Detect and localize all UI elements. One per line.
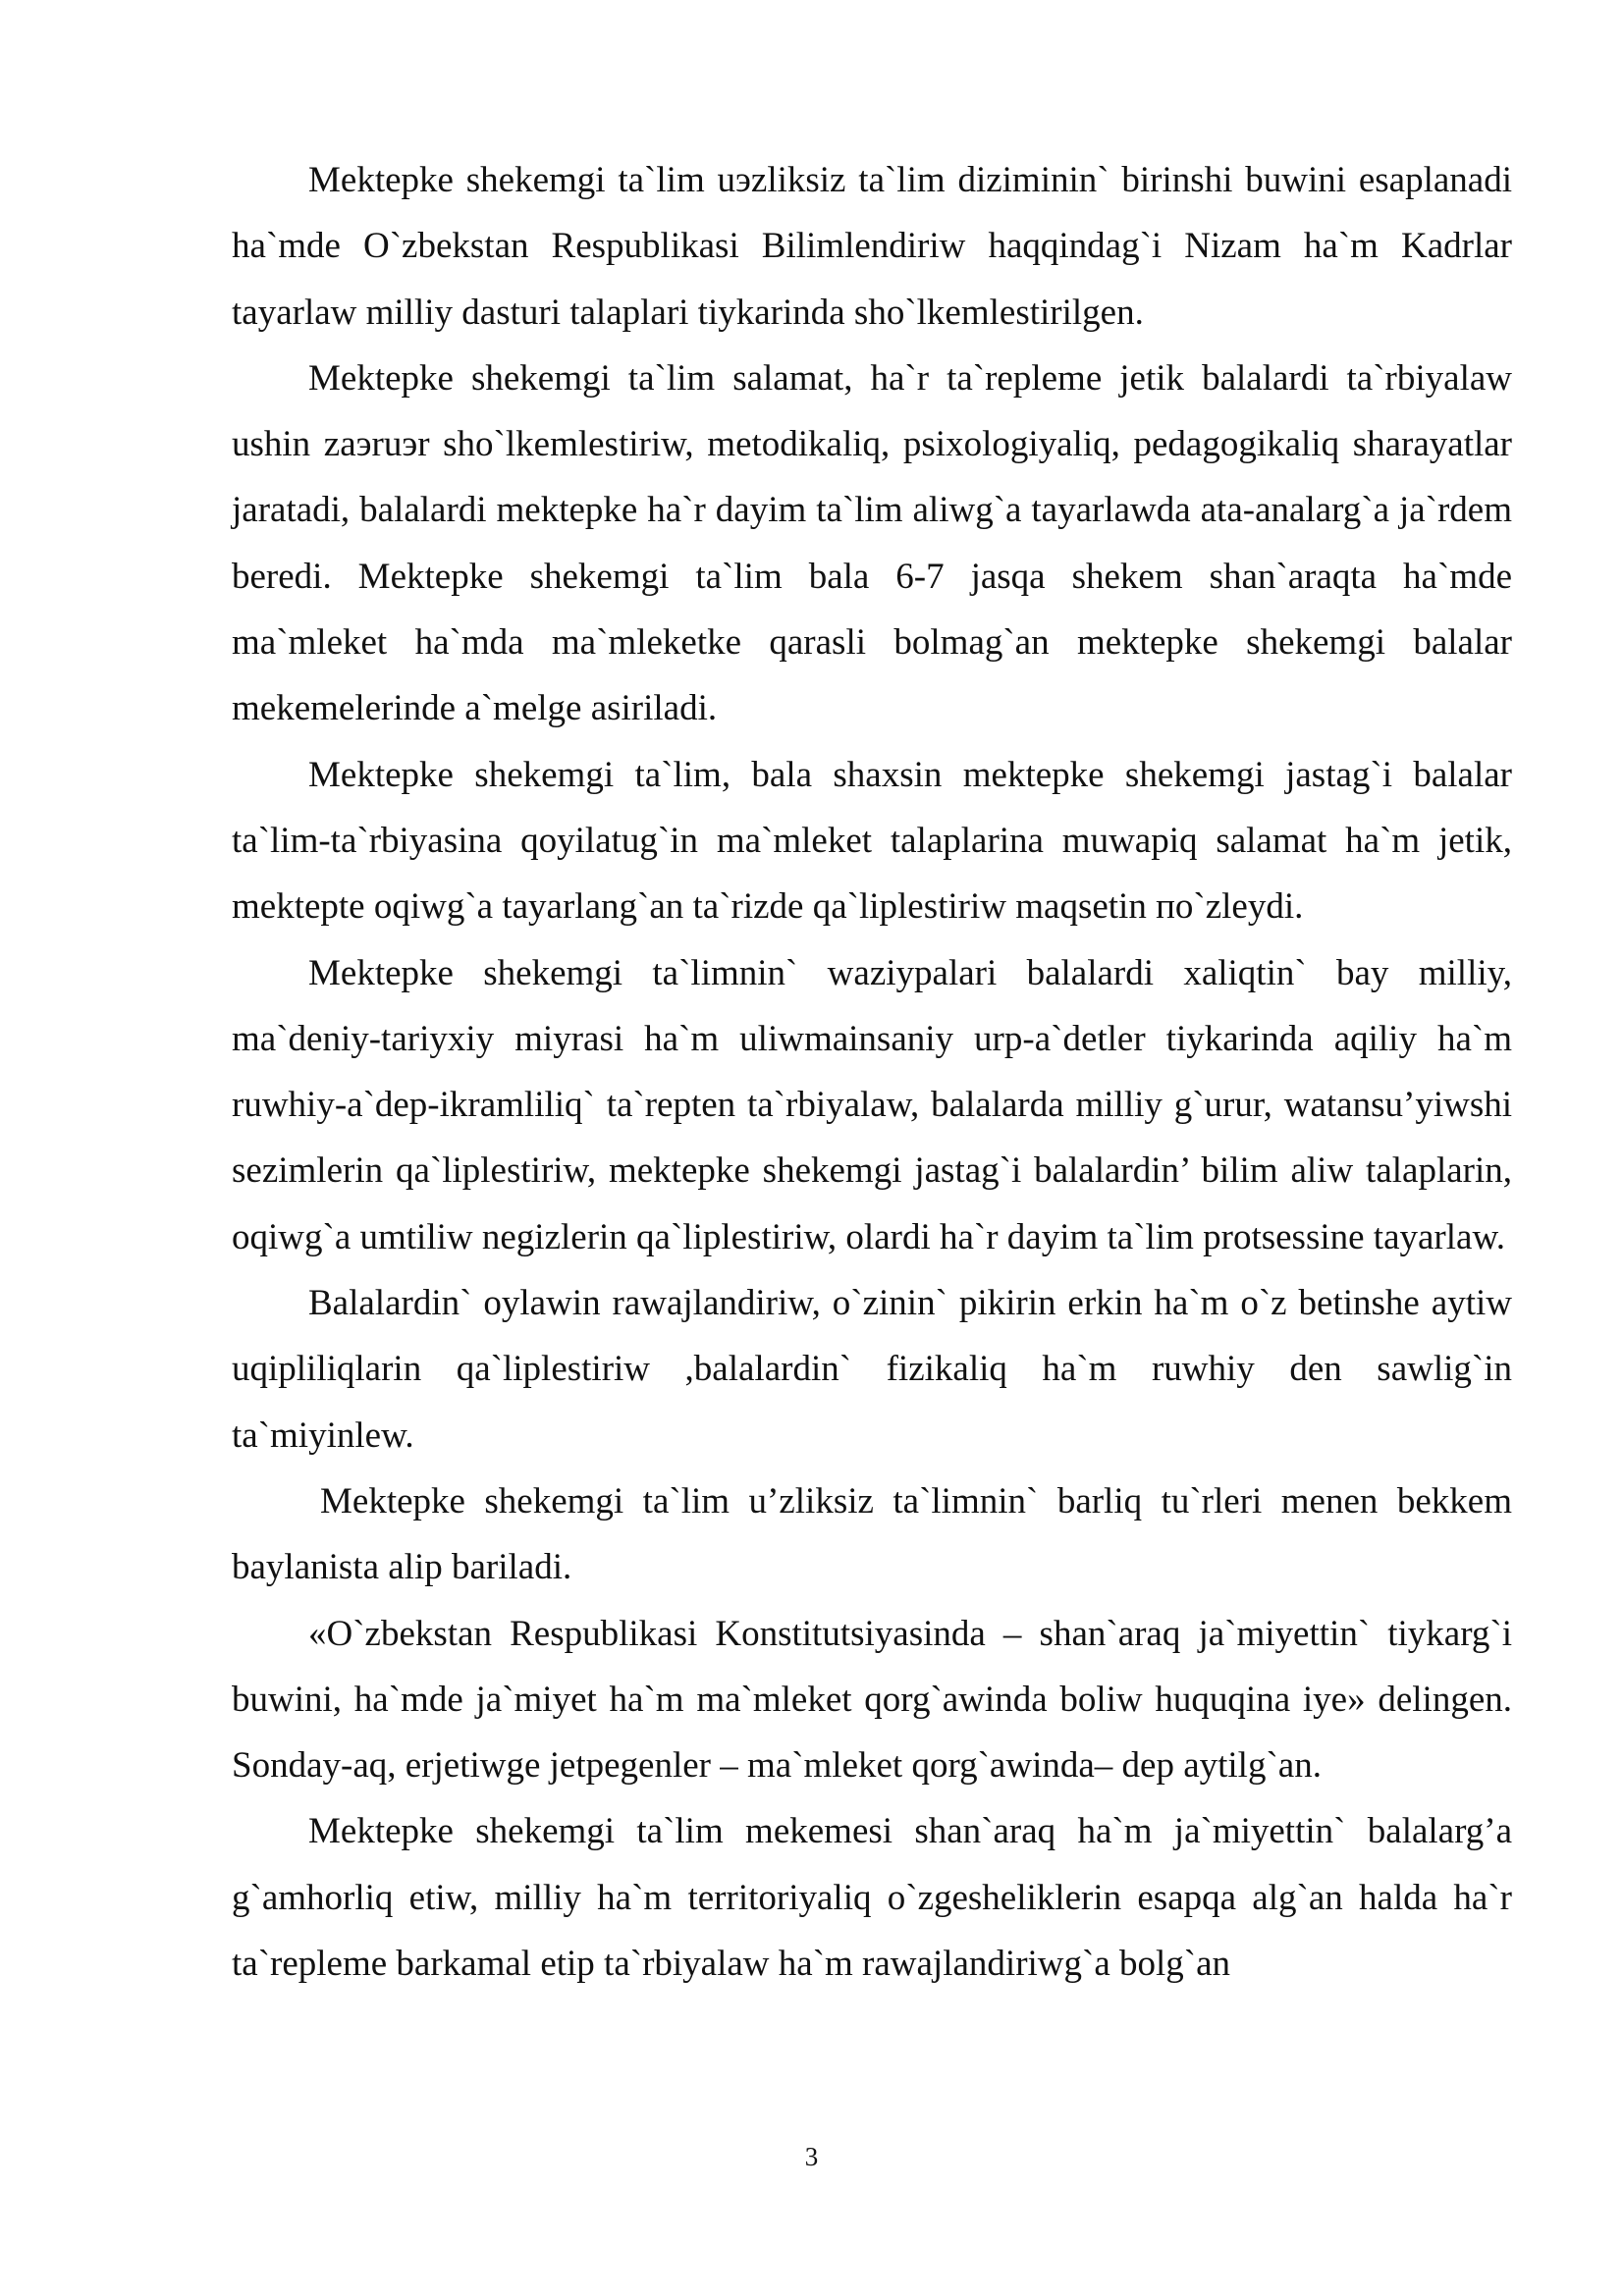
paragraph: Mektepke shekemgi ta`lim salamat, ha`r ta`repleme jetik balalardi ta`rbiyalaw ushin zaэruэr sho`lkemlestiriw, metodikaliq, psixologiyaliq, pedagogikaliq sharayatlar jaratadi, balalardi mektepke ha`r dayim ta`lim aliwg`a tayarlawda ata-analarg`a ja`rdem beredi. Mektepke shekemgi ta`lim bala 6-7 jasqa shekem shan`araqta ha`mde ma`mleket ha`mda ma`mleketke qarasli bolmag`an mektepke shekemgi balalar mekemelerinde a`melge asiriladi. xyxy=(232,357,1512,729)
page-number: 3 xyxy=(804,2142,819,2171)
paragraph: Mektepke shekemgi ta`limnin` waziypalari balalardi xaliqtin` bay milliy, ma`deniy-tariyxiy miyrasi ha`m uliwmainsaniy urp-a`detler tiykarinda aqiliy ha`m ruwhiy-a`dep-ikramliliq` ta`repten ta`rbiyalaw, balalarda milliy g`urur, watansu’yiwshi sezimlerin qa`liplestiriw, mektepke shekemgi jastag`i balalardin’ bilim aliw talaplarin, oqiwg`a umtiliw negizlerin qa`liplestiriw, olardi ha`r dayim ta`lim protsessine tayarlaw. xyxy=(232,952,1512,1257)
paragraph: Mektepke shekemgi ta`lim uэzliksiz ta`lim diziminin` birinshi buwini esaplanadi ha`mde O`zbekstan Respublikasi Bilimlendiriw haqqindag`i Nizam ha`m Kadrlar tayarlaw milliy dasturi talaplari tiykarinda sho`lkemlestirilgen. xyxy=(232,160,1512,333)
paragraph: Mektepke shekemgi ta`lim mekemesi shan`araq ha`m ja`miyettin` balalarg’a g`amhorliq etiw, milliy ha`m territoriyaliq o`zgesheliklerin esapqa alg`an halda ha`r ta`repleme barkamal etip ta`rbiyalaw ha`m rawajlandiriwg`a bolg`an xyxy=(232,1811,1512,1985)
paragraph: Mektepke shekemgi ta`lim, bala shaxsin mektepke shekemgi jastag`i balalar ta`lim-ta`rbiyasina qoyilatug`in ma`mleket talaplarina muwapiq salamat ha`m jetik, mektepte oqiwg`a tayarlang`an ta`rizde qa`liplestiriw maqsetin пo`zleydi. xyxy=(232,754,1512,928)
paragraph: «O`zbekstan Respublikasi Konstitutsiyasinda – shan`araq ja`miyettin` tiykarg`i buwini, ha`mde ja`miyet ha`m ma`mleket qorg`awinda boliw huquqina iye» delingen. Sonday-aq, erjetiwge jetpegenler – ma`mleket qorg`awinda– dep aytilg`an. xyxy=(232,1613,1512,1787)
body-text xyxy=(232,147,1512,1997)
paragraph: Balalardin` oylawin rawajlandiriw, o`zinin` pikirin erkin ha`m o`z betinshe aytiw uqipliliqlarin qa`liplestiriw ,balalardin` fizikaliq ha`m ruwhiy den sawlig`in ta`miyinlew. xyxy=(232,1283,1512,1456)
paragraph: Mektepke shekemgi ta`lim u’zliksiz ta`limnin` barliq tu`rleri menen bekkem baylanista alip bariladi. xyxy=(232,1480,1512,1588)
